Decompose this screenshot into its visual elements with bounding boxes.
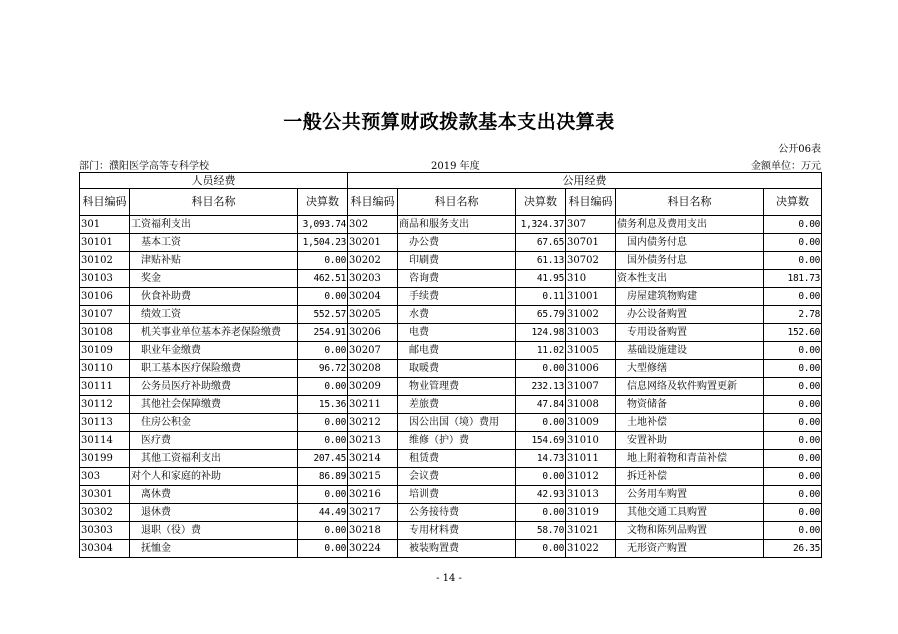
code-cell: 30301 <box>80 486 130 504</box>
name-cell: 资本性支出 <box>616 270 764 288</box>
code-cell: 30204 <box>348 288 398 306</box>
code-cell: 30110 <box>80 360 130 378</box>
name-cell: 差旅费 <box>398 396 516 414</box>
code-cell: 310 <box>566 270 616 288</box>
name-cell: 物业管理费 <box>398 378 516 396</box>
code-cell: 30208 <box>348 360 398 378</box>
code-cell: 30107 <box>80 306 130 324</box>
code-cell: 30218 <box>348 522 398 540</box>
code-cell: 30106 <box>80 288 130 306</box>
amount-cell: 14.73 <box>516 450 566 468</box>
amount-cell: 0.00 <box>298 486 348 504</box>
name-cell: 住房公积金 <box>130 414 298 432</box>
table-row <box>80 324 822 342</box>
name-cell: 大型修缮 <box>616 360 764 378</box>
table-row <box>80 522 822 540</box>
column-header-amount: 决算数 <box>764 189 822 216</box>
name-cell: 奖金 <box>130 270 298 288</box>
code-cell: 30201 <box>348 234 398 252</box>
amount-cell: 0.00 <box>764 378 822 396</box>
page-title: 一般公共预算财政拨款基本支出决算表 <box>283 111 615 133</box>
name-cell: 文物和陈列品购置 <box>616 522 764 540</box>
amount-cell: 232.13 <box>516 378 566 396</box>
code-cell: 30224 <box>348 540 398 558</box>
name-cell: 退休费 <box>130 504 298 522</box>
fiscal-year: 2019 年度 <box>431 161 480 172</box>
amount-cell: 61.13 <box>516 252 566 270</box>
code-cell: 30102 <box>80 252 130 270</box>
amount-cell: 0.00 <box>764 414 822 432</box>
name-cell: 职工基本医疗保险缴费 <box>130 360 298 378</box>
amount-cell: 0.00 <box>764 342 822 360</box>
code-cell: 30214 <box>348 450 398 468</box>
code-cell: 30203 <box>348 270 398 288</box>
name-cell: 因公出国（境）费用 <box>398 414 516 432</box>
amount-cell: 0.00 <box>764 216 822 234</box>
amount-cell: 0.00 <box>298 540 348 558</box>
amount-cell: 47.84 <box>516 396 566 414</box>
code-cell: 30205 <box>348 306 398 324</box>
name-cell: 物资储备 <box>616 396 764 414</box>
name-cell: 绩效工资 <box>130 306 298 324</box>
name-cell: 机关事业单位基本养老保险缴费 <box>130 324 298 342</box>
amount-cell: 86.89 <box>298 468 348 486</box>
table-row <box>80 504 822 522</box>
name-cell: 医疗费 <box>130 432 298 450</box>
amount-cell: 58.70 <box>516 522 566 540</box>
amount-cell: 0.00 <box>764 504 822 522</box>
amount-cell: 0.00 <box>516 504 566 522</box>
code-cell: 30212 <box>348 414 398 432</box>
amount-cell: 0.00 <box>764 432 822 450</box>
code-cell: 31005 <box>566 342 616 360</box>
code-cell: 301 <box>80 216 130 234</box>
amount-cell: 0.00 <box>764 486 822 504</box>
expenditure-table <box>79 172 822 558</box>
name-cell: 培训费 <box>398 486 516 504</box>
amount-cell: 0.00 <box>298 342 348 360</box>
code-cell: 303 <box>80 468 130 486</box>
name-cell: 专用设备购置 <box>616 324 764 342</box>
column-header-amount: 决算数 <box>298 189 348 216</box>
name-cell: 其他工资福利支出 <box>130 450 298 468</box>
name-cell: 专用材料费 <box>398 522 516 540</box>
table-row <box>80 360 822 378</box>
amount-cell: 2.78 <box>764 306 822 324</box>
name-cell: 国内债务付息 <box>616 234 764 252</box>
name-cell: 办公费 <box>398 234 516 252</box>
column-header-code: 科目编码 <box>348 189 398 216</box>
name-cell: 无形资产购置 <box>616 540 764 558</box>
group-header-personnel: 人员经费 <box>80 173 348 189</box>
name-cell: 拆迁补偿 <box>616 468 764 486</box>
name-cell: 水费 <box>398 306 516 324</box>
amount-cell: 0.00 <box>764 522 822 540</box>
code-cell: 31003 <box>566 324 616 342</box>
code-cell: 31009 <box>566 414 616 432</box>
name-cell: 公务用车购置 <box>616 486 764 504</box>
amount-cell: 552.57 <box>298 306 348 324</box>
amount-cell: 254.91 <box>298 324 348 342</box>
department-label: 部门：濮阳医学高等专科学校 <box>79 161 209 172</box>
name-cell: 房屋建筑物购建 <box>616 288 764 306</box>
code-cell: 31006 <box>566 360 616 378</box>
code-cell: 31019 <box>566 504 616 522</box>
code-cell: 31008 <box>566 396 616 414</box>
code-cell: 30206 <box>348 324 398 342</box>
amount-cell: 181.73 <box>764 270 822 288</box>
form-number: 公开06表 <box>778 144 821 155</box>
code-cell: 30114 <box>80 432 130 450</box>
code-cell: 31012 <box>566 468 616 486</box>
name-cell: 公务员医疗补助缴费 <box>130 378 298 396</box>
report-meta <box>79 157 821 172</box>
name-cell: 印刷费 <box>398 252 516 270</box>
code-cell: 30103 <box>80 270 130 288</box>
code-cell: 30101 <box>80 234 130 252</box>
name-cell: 信息网络及软件购置更新 <box>616 378 764 396</box>
amount-cell: 0.00 <box>764 360 822 378</box>
name-cell: 租赁费 <box>398 450 516 468</box>
column-header-code: 科目编码 <box>566 189 616 216</box>
name-cell: 津贴补贴 <box>130 252 298 270</box>
amount-cell: 3,093.74 <box>298 216 348 234</box>
amount-cell: 0.00 <box>764 450 822 468</box>
amount-cell: 207.45 <box>298 450 348 468</box>
amount-cell: 0.00 <box>764 288 822 306</box>
amount-cell: 154.69 <box>516 432 566 450</box>
amount-cell: 42.93 <box>516 486 566 504</box>
group-header-public: 公用经费 <box>348 173 822 189</box>
name-cell: 手续费 <box>398 288 516 306</box>
code-cell: 30109 <box>80 342 130 360</box>
code-cell: 30701 <box>566 234 616 252</box>
table-row <box>80 342 822 360</box>
code-cell: 30108 <box>80 324 130 342</box>
table-row <box>80 306 822 324</box>
table-row <box>80 540 822 558</box>
code-cell: 30112 <box>80 396 130 414</box>
name-cell: 电费 <box>398 324 516 342</box>
table-row <box>80 378 822 396</box>
name-cell: 公务接待费 <box>398 504 516 522</box>
name-cell: 工资福利支出 <box>130 216 298 234</box>
table-row <box>80 450 822 468</box>
table-row <box>80 468 822 486</box>
column-header-amount: 决算数 <box>516 189 566 216</box>
code-cell: 30304 <box>80 540 130 558</box>
table-row <box>80 216 822 234</box>
column-header-name: 科目名称 <box>130 189 298 216</box>
name-cell: 债务利息及费用支出 <box>616 216 764 234</box>
code-cell: 30211 <box>348 396 398 414</box>
code-cell: 302 <box>348 216 398 234</box>
amount-cell: 0.00 <box>298 378 348 396</box>
code-cell: 31001 <box>566 288 616 306</box>
name-cell: 离休费 <box>130 486 298 504</box>
amount-cell: 1,504.23 <box>298 234 348 252</box>
amount-cell: 0.00 <box>516 360 566 378</box>
code-cell: 307 <box>566 216 616 234</box>
name-cell: 基础设施建设 <box>616 342 764 360</box>
column-header-name: 科目名称 <box>398 189 516 216</box>
table-row <box>80 432 822 450</box>
name-cell: 安置补助 <box>616 432 764 450</box>
amount-cell: 0.00 <box>298 432 348 450</box>
amount-cell: 0.00 <box>298 414 348 432</box>
code-cell: 30209 <box>348 378 398 396</box>
table-row <box>80 288 822 306</box>
amount-cell: 44.49 <box>298 504 348 522</box>
code-cell: 31013 <box>566 486 616 504</box>
code-cell: 31010 <box>566 432 616 450</box>
amount-cell: 0.00 <box>516 468 566 486</box>
code-cell: 30113 <box>80 414 130 432</box>
name-cell: 其他交通工具购置 <box>616 504 764 522</box>
amount-cell: 67.65 <box>516 234 566 252</box>
code-cell: 31022 <box>566 540 616 558</box>
amount-cell: 65.79 <box>516 306 566 324</box>
table-row <box>80 252 822 270</box>
name-cell: 对个人和家庭的补助 <box>130 468 298 486</box>
amount-cell: 152.60 <box>764 324 822 342</box>
amount-cell: 0.00 <box>298 522 348 540</box>
amount-cell: 0.00 <box>298 252 348 270</box>
code-cell: 30303 <box>80 522 130 540</box>
name-cell: 地上附着物和青苗补偿 <box>616 450 764 468</box>
code-cell: 30215 <box>348 468 398 486</box>
name-cell: 维修（护）费 <box>398 432 516 450</box>
name-cell: 被装购置费 <box>398 540 516 558</box>
amount-cell: 11.02 <box>516 342 566 360</box>
table-row <box>80 414 822 432</box>
amount-cell: 0.00 <box>298 288 348 306</box>
code-cell: 30199 <box>80 450 130 468</box>
code-cell: 31002 <box>566 306 616 324</box>
name-cell: 办公设备购置 <box>616 306 764 324</box>
code-cell: 31011 <box>566 450 616 468</box>
code-cell: 30217 <box>348 504 398 522</box>
amount-cell: 0.00 <box>516 414 566 432</box>
amount-cell: 462.51 <box>298 270 348 288</box>
name-cell: 退职（役）费 <box>130 522 298 540</box>
name-cell: 其他社会保障缴费 <box>130 396 298 414</box>
amount-cell: 0.00 <box>764 252 822 270</box>
name-cell: 邮电费 <box>398 342 516 360</box>
name-cell: 咨询费 <box>398 270 516 288</box>
amount-cell: 0.11 <box>516 288 566 306</box>
name-cell: 抚恤金 <box>130 540 298 558</box>
code-cell: 30207 <box>348 342 398 360</box>
name-cell: 基本工资 <box>130 234 298 252</box>
code-cell: 30702 <box>566 252 616 270</box>
amount-cell: 0.00 <box>764 234 822 252</box>
page-number: - 14 - <box>436 573 462 584</box>
amount-cell: 0.00 <box>764 396 822 414</box>
table-row <box>80 234 822 252</box>
column-header-code: 科目编码 <box>80 189 130 216</box>
table-row <box>80 396 822 414</box>
amount-cell: 41.95 <box>516 270 566 288</box>
name-cell: 国外债务付息 <box>616 252 764 270</box>
amount-unit: 金额单位：万元 <box>751 161 821 172</box>
name-cell: 职业年金缴费 <box>130 342 298 360</box>
code-cell: 30202 <box>348 252 398 270</box>
name-cell: 伙食补助费 <box>130 288 298 306</box>
table-row <box>80 486 822 504</box>
code-cell: 30213 <box>348 432 398 450</box>
amount-cell: 96.72 <box>298 360 348 378</box>
amount-cell: 124.98 <box>516 324 566 342</box>
amount-cell: 1,324.37 <box>516 216 566 234</box>
amount-cell: 26.35 <box>764 540 822 558</box>
amount-cell: 0.00 <box>764 468 822 486</box>
code-cell: 30111 <box>80 378 130 396</box>
name-cell: 会议费 <box>398 468 516 486</box>
name-cell: 土地补偿 <box>616 414 764 432</box>
amount-cell: 15.36 <box>298 396 348 414</box>
name-cell: 取暖费 <box>398 360 516 378</box>
code-cell: 31007 <box>566 378 616 396</box>
amount-cell: 0.00 <box>516 540 566 558</box>
code-cell: 30302 <box>80 504 130 522</box>
table-row <box>80 270 822 288</box>
code-cell: 30216 <box>348 486 398 504</box>
column-header-name: 科目名称 <box>616 189 764 216</box>
name-cell: 商品和服务支出 <box>398 216 516 234</box>
code-cell: 31021 <box>566 522 616 540</box>
